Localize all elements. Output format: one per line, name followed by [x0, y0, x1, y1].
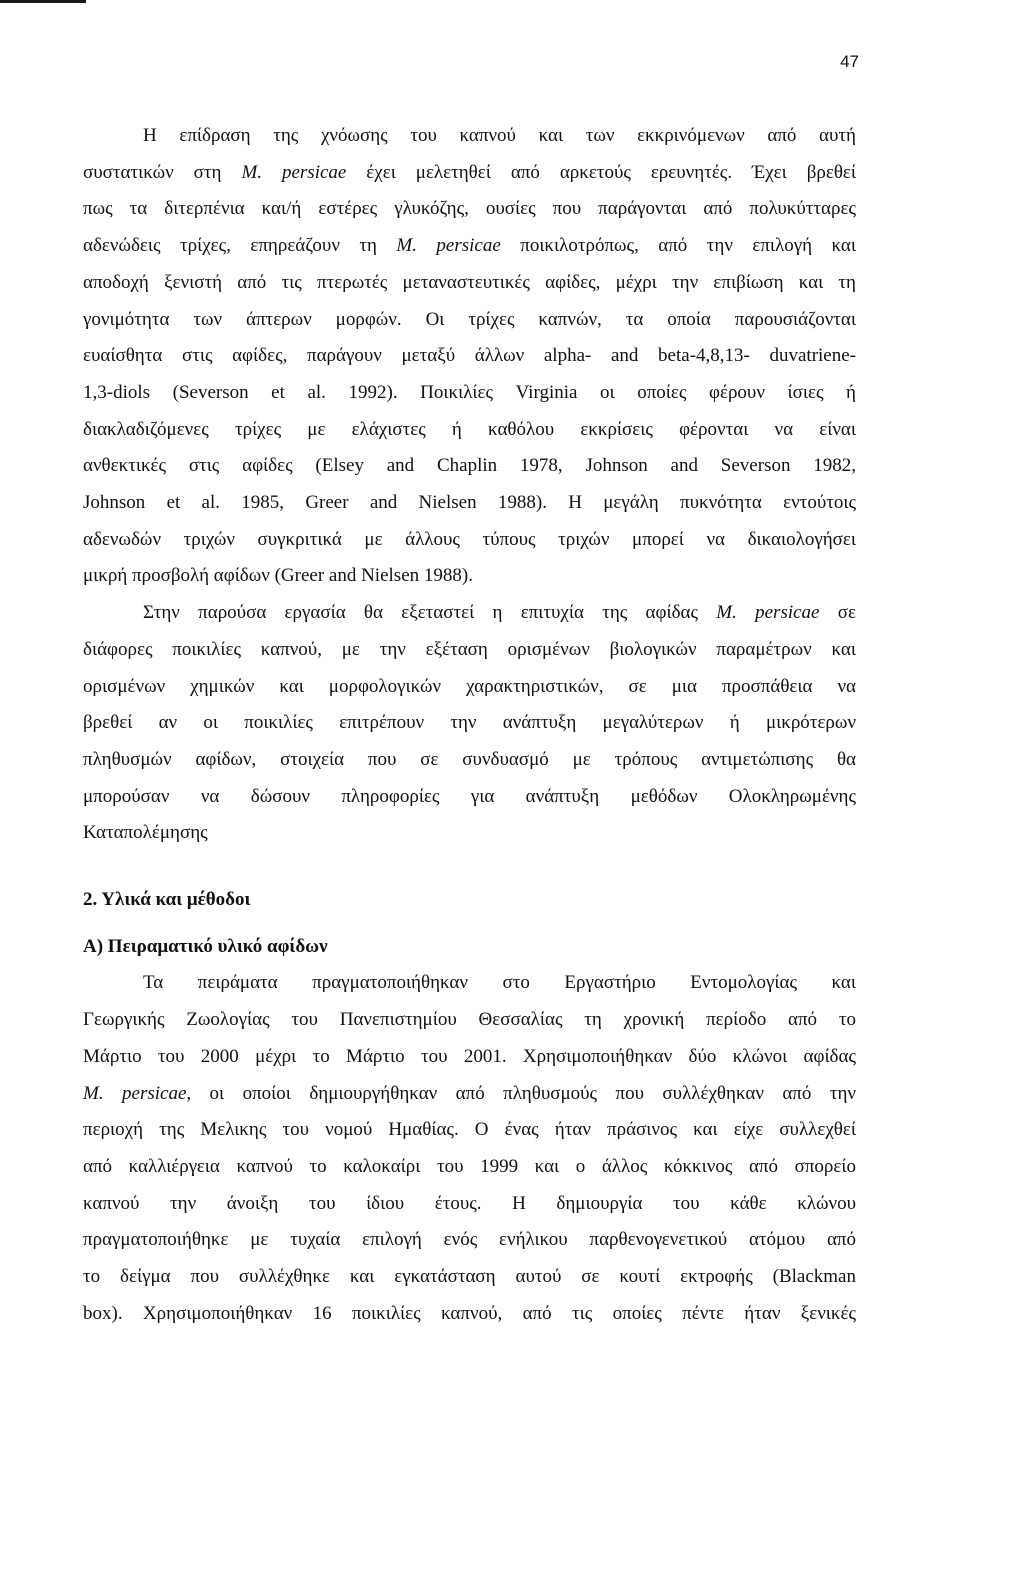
paragraph-2-line: πληθυσμών αφίδων, στοιχεία που σε συνδυασμό με τρόπους αντιμετώπισης θα — [83, 748, 856, 770]
paragraph-3-line: περιοχή της Μελικης του νομού Ημαθίας. Ο ένας ήταν πράσινος και είχε συλλεχθεί — [83, 1119, 856, 1141]
spacer — [83, 919, 856, 929]
paragraph-3-line: πραγματοποιήθηκε με τυχαία επιλογή ενός ενήλικου παρθενογενετικού ατόμου από — [83, 1229, 856, 1251]
paragraph-3-line: Τα πειράματα πραγματοποιήθηκαν στο Εργαστήριο Εντομολογίας και — [143, 972, 856, 994]
paragraph-1-line: συστατικών στη M. persicae έχει μελετηθεί από αρκετούς ερευνητές. Έχει βρεθεί — [83, 161, 857, 183]
section-heading: 2. Υλικά και μέθοδοι — [83, 889, 251, 911]
paragraph-1-line: ανθεκτικές στις αφίδες (Elsey and Chaplin 1978, Johnson and Severson 1982, — [83, 455, 856, 477]
paragraph-3-line: Μάρτιο του 2000 μέχρι το Μάρτιο του 2001. Χρησιμοποιήθηκαν δύο κλώνοι αφίδας — [83, 1045, 856, 1067]
paragraph-3-line: καπνού την άνοιξη του ίδιου έτους. Η δημιουργία του κάθε κλώνου — [83, 1192, 856, 1214]
paragraph-3-line: Γεωργικής Ζωολογίας του Πανεπιστημίου Θεσσαλίας τη χρονική περίοδο από το — [83, 1009, 856, 1031]
subsection-heading: Α) Πειραματικό υλικό αφίδων — [83, 935, 328, 957]
body-text — [83, 118, 856, 1333]
paragraph-2-line: Καταπολέμησης — [83, 822, 208, 844]
species-name: M. persicae — [241, 161, 347, 183]
scan-edge-mark — [0, 0, 86, 3]
paragraph-3-line: το δείγμα που συλλέχθηκε και εγκατάσταση αυτού σε κουτί εκτροφής (Blackman — [83, 1266, 856, 1288]
spacer — [83, 852, 856, 882]
paragraph-2-line: Στην παρούσα εργασία θα εξεταστεί η επιτυχία της αφίδας M. persicae σε — [143, 602, 856, 624]
paragraph-1-line: μικρή προσβολή αφίδων (Greer and Nielsen 1988). — [83, 565, 473, 587]
paragraph-1-line: ευαίσθητα στις αφίδες, παράγουν μεταξύ άλλων alpha- and beta-4,8,13- duvatriene- — [83, 345, 856, 367]
paragraph-3-line: M. persicae, οι οποίοι δημιουργήθηκαν από πληθυσμούς που συλλέχθηκαν από την — [83, 1082, 856, 1104]
paragraph-2-line: ορισμένων χημικών και μορφολογικών χαρακτηριστικών, σε μια προσπάθεια να — [83, 675, 856, 697]
page-number: 47 — [840, 52, 859, 71]
paragraph-1-line: διακλαδιζόμενες τρίχες με ελάχιστες ή καθόλου εκκρίσεις φέρονται να είναι — [83, 418, 856, 440]
paragraph-3-line: box). Χρησιμοποιήθηκαν 16 ποικιλίες καπνού, από τις οποίες πέντε ήταν ξενικές — [83, 1302, 856, 1324]
paragraph-1-line: 1,3-diols (Severson et al. 1992). Ποικιλίες Virginia οι οποίες φέρουν ίσιες ή — [83, 381, 856, 403]
paragraph-1-line: γονιμότητα των άπτερων μορφών. Οι τρίχες καπνών, τα οποία παρουσιάζονται — [83, 308, 856, 330]
paragraph-3-line: από καλλιέργεια καπνού το καλοκαίρι του 1999 και ο άλλος κόκκινος από σπορείο — [83, 1155, 856, 1177]
paragraph-1-line: Johnson et al. 1985, Greer and Nielsen 1988). Η μεγάλη πυκνότητα εντούτοις — [83, 492, 856, 514]
paragraph-1-line: αδενωδών τριχών συγκριτικά με άλλους τύπους τριχών μπορεί να δικαιολογήσει — [83, 528, 856, 550]
paragraph-1-line: αδενώδεις τρίχες, επηρεάζουν τη M. persicae ποικιλοτρόπως, από την επιλογή και — [83, 235, 856, 257]
species-name: M. persicae — [83, 1082, 187, 1104]
species-name: M. persicae — [716, 602, 820, 624]
paragraph-1-line: πως τα διτερπένια και/ή εστέρες γλυκόζης, ουσίες που παράγονται από πολυκύτταρες — [83, 198, 856, 220]
paragraph-1-line: αποδοχή ξενιστή από τις πτερωτές μεταναστευτικές αφίδες, μέχρι την επιβίωση και τη — [83, 271, 856, 293]
paragraph-1-line: Η επίδραση της χνόωσης του καπνού και των εκκρινόμενων από αυτή — [143, 125, 856, 146]
species-name: M. persicae — [396, 235, 501, 257]
paragraph-2-line: βρεθεί αν οι ποικιλίες επιτρέπουν την ανάπτυξη μεγαλύτερων ή μικρότερων — [83, 712, 856, 734]
paragraph-2-line: μπορούσαν να δώσουν πληροφορίες για ανάπτυξη μεθόδων Ολοκληρωμένης — [83, 785, 856, 807]
paragraph-2-line: διάφορες ποικιλίες καπνού, με την εξέταση ορισμένων βιολογικών παραμέτρων και — [83, 638, 856, 660]
